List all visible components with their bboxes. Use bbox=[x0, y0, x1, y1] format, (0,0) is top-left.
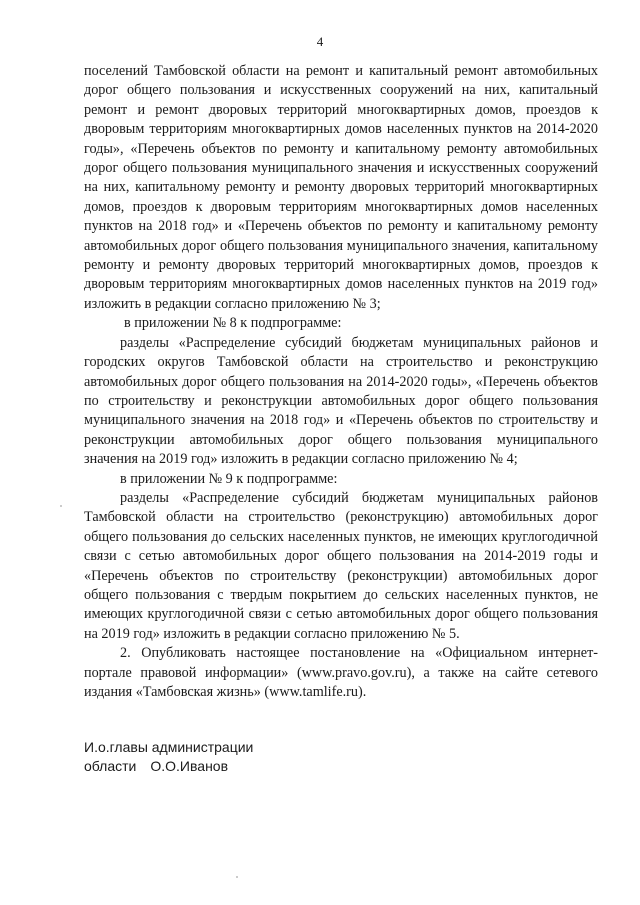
scan-speck bbox=[60, 505, 62, 507]
paragraph-continuation: поселений Тамбовской области на ремонт и капитальный ремонт автомобильных дорог общего пользования и искусственных сооружений на них, капитальный ремонт и ремонт дворовых территорий многоквартирных домов, проездов к дворовым территориям многоквартирных домов населенных пунктов на 2014-2020 годы», «Перечень объектов по ремонту и капитальному ремонту автомобильных дорог общего пользования муниципального значения и искусственных сооружений на них, капитальному ремонту и ремонту дворовых территорий многоквартирных домов, проездов к дворовым территориям многоквартирных домов населенных пунктов на 2018 год» и «Перечень объектов по ремонту и капитальному ремонту автомобильных дорог общего пользования муниципального значения, капитальному ремонту и ремонту дворовых территорий многоквартирных домов, проездов к дворовым территориям многоквартирных домов населенных пунктов на 2019 год» изложить в редакции согласно приложению № 3; bbox=[84, 63, 598, 312]
page-number: 4 bbox=[316, 34, 324, 49]
paragraph-appendix-8-sections: разделы «Распределение субсидий бюджетам муниципальных районов и городских округов Тамбовской области на строительство и реконструкцию автомобильных дорог общего пользования на 2014-2020 годы», «Перечень объектов по строительству и реконструкции автомобильных дорог общего пользования муниципального значения на 2018 год» и «Перечень объектов по строительству и реконструкции автомобильных дорог общего пользования муниципального значения на 2019 год» изложить в редакции согласно приложению № 4; bbox=[84, 334, 598, 468]
signatory-line bbox=[84, 757, 253, 776]
scan-speck bbox=[236, 876, 238, 878]
paragraph-appendix-8-heading: в приложении № 8 к подпрограмме: bbox=[124, 315, 342, 332]
paragraph-appendix-9-heading: в приложении № 9 к подпрограмме: bbox=[120, 470, 338, 487]
paragraph-appendix-9-sections: разделы «Распределение субсидий бюджетам муниципальных районов Тамбовской области на строительство (реконструкцию) автомобильных дорог общего пользования до сельских населенных пунктов, не имеющих круглогодичной связи с сетью автомобильных дорог общего пользования на 2014-2019 годы и «Перечень объектов по строительству (реконструкции) автомобильных дорог общего пользования с твердым покрытием до сельских населенных пунктов, не имеющих круглогодичной связи с сетью автомобильных дорог общего пользования на 2019 год» изложить в редакции согласно приложению № 5. bbox=[84, 489, 598, 642]
signatory-region: области bbox=[84, 758, 137, 774]
signature-block bbox=[84, 738, 253, 776]
signatory-title: И.о.главы администрации bbox=[84, 739, 254, 755]
signatory-name: О.О.Иванов bbox=[150, 758, 229, 774]
paragraph-publish-clause: 2. Опубликовать настоящее постановление на «Официальном интернет-портале правовой информации» (www.pravo.gov.ru), а также на сайте сетевого издания «Тамбовская жизнь» (www.tamlife.ru). bbox=[84, 645, 598, 700]
document-body bbox=[84, 62, 598, 702]
